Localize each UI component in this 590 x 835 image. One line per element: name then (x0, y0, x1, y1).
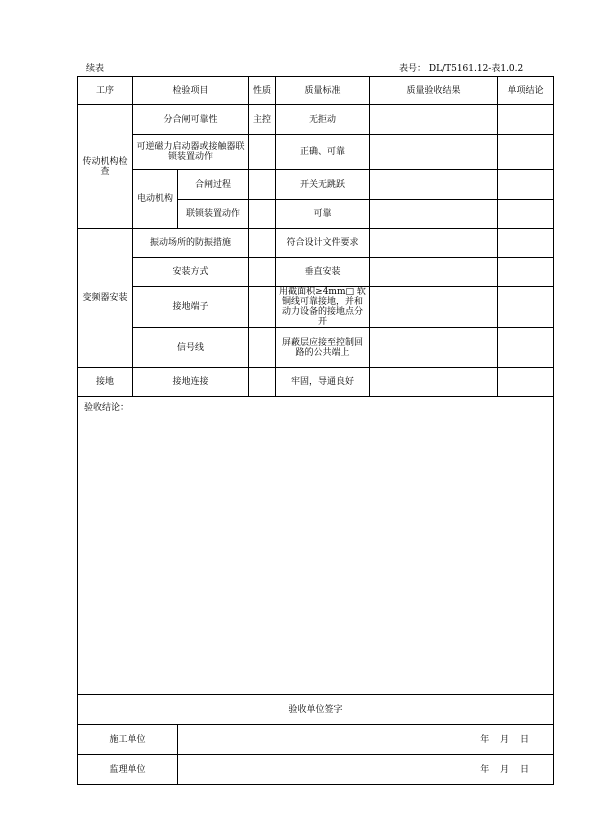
signature-row (78, 725, 554, 755)
continued-label: 续表 (86, 64, 105, 74)
nature-cell (249, 258, 276, 287)
col-header-item: 检验项目 (133, 77, 249, 105)
col-header-process: 工序 (78, 77, 133, 105)
conclusion-cell[interactable] (498, 135, 554, 170)
signature-row (78, 755, 554, 785)
standard-cell: 牢固，导通良好 (276, 368, 370, 397)
signature-title-row (78, 695, 554, 725)
nature-cell (249, 368, 276, 397)
col-header-conclusion: 单项结论 (498, 77, 554, 105)
signature-unit: 监理单位 (78, 755, 178, 785)
conclusion-row (78, 397, 554, 695)
result-cell[interactable] (370, 368, 498, 397)
result-cell[interactable] (370, 229, 498, 258)
date-label: 年 月 日 (480, 764, 530, 775)
conclusion-cell[interactable] (498, 229, 554, 258)
conclusion-cell[interactable] (498, 328, 554, 368)
nature-cell (249, 135, 276, 170)
table-row (78, 328, 554, 368)
standard-cell: 无拒动 (276, 105, 370, 135)
table-row (78, 135, 554, 170)
nature-cell (249, 229, 276, 258)
table-row (78, 287, 554, 328)
signature-unit: 施工单位 (78, 725, 178, 755)
section-name: 变频器安装 (78, 229, 133, 368)
standard-cell: 开关无跳跃 (276, 170, 370, 200)
standard-cell: 垂直安装 (276, 258, 370, 287)
result-cell[interactable] (370, 287, 498, 328)
table-row (78, 229, 554, 258)
result-cell[interactable] (370, 328, 498, 368)
standard-cell: 用截面积≥4mm□ 软铜线可靠接地，并和动力设备的接地点分开 (276, 287, 370, 328)
table-row (78, 368, 554, 397)
conclusion-cell[interactable] (498, 200, 554, 229)
item-group: 电动机构 (133, 170, 178, 229)
table-row (78, 105, 554, 135)
result-cell[interactable] (370, 135, 498, 170)
standard-cell: 可靠 (276, 200, 370, 229)
table-row (78, 170, 554, 200)
date-label: 年 月 日 (480, 734, 530, 745)
inspection-item: 可逆磁力启动器或接触器联锁装置动作 (133, 135, 249, 170)
inspection-item: 接地连接 (133, 368, 249, 397)
result-cell[interactable] (370, 105, 498, 135)
conclusion-cell[interactable] (498, 105, 554, 135)
inspection-item: 合闸过程 (178, 170, 249, 200)
col-header-nature: 性质 (249, 77, 276, 105)
col-header-result: 质量验收结果 (370, 77, 498, 105)
signature-date[interactable] (178, 725, 554, 755)
nature-cell: 主控 (249, 105, 276, 135)
standard-cell: 正确、可靠 (276, 135, 370, 170)
column-header-row (78, 77, 554, 105)
inspection-item: 振动场所的防振措施 (133, 229, 249, 258)
inspection-item: 接地端子 (133, 287, 249, 328)
conclusion-cell[interactable] (498, 368, 554, 397)
nature-cell (249, 200, 276, 229)
form-number: 表号： DL/T5161.12-表1.0.2 (399, 64, 524, 74)
acceptance-conclusion[interactable] (78, 397, 554, 695)
inspection-item: 信号线 (133, 328, 249, 368)
result-cell[interactable] (370, 258, 498, 287)
table-row (78, 258, 554, 287)
nature-cell (249, 170, 276, 200)
nature-cell (249, 328, 276, 368)
standard-cell: 符合设计文件要求 (276, 229, 370, 258)
result-cell[interactable] (370, 200, 498, 229)
inspection-item: 联锁装置动作 (178, 200, 249, 229)
inspection-item: 安装方式 (133, 258, 249, 287)
result-cell[interactable] (370, 170, 498, 200)
conclusion-cell[interactable] (498, 287, 554, 328)
conclusion-cell[interactable] (498, 170, 554, 200)
section-name: 接地 (78, 368, 133, 397)
standard-cell: 屏蔽层应接至控制回路的公共端上 (276, 328, 370, 368)
col-header-standard: 质量标准 (276, 77, 370, 105)
signature-title: 验收单位签字 (78, 695, 554, 725)
signature-date[interactable] (178, 755, 554, 785)
section-name: 传动机构检查 (78, 105, 133, 229)
conclusion-label: 验收结论： (84, 403, 130, 413)
inspection-table (77, 76, 554, 785)
inspection-item: 分合闸可靠性 (133, 105, 249, 135)
conclusion-cell[interactable] (498, 258, 554, 287)
nature-cell (249, 287, 276, 328)
